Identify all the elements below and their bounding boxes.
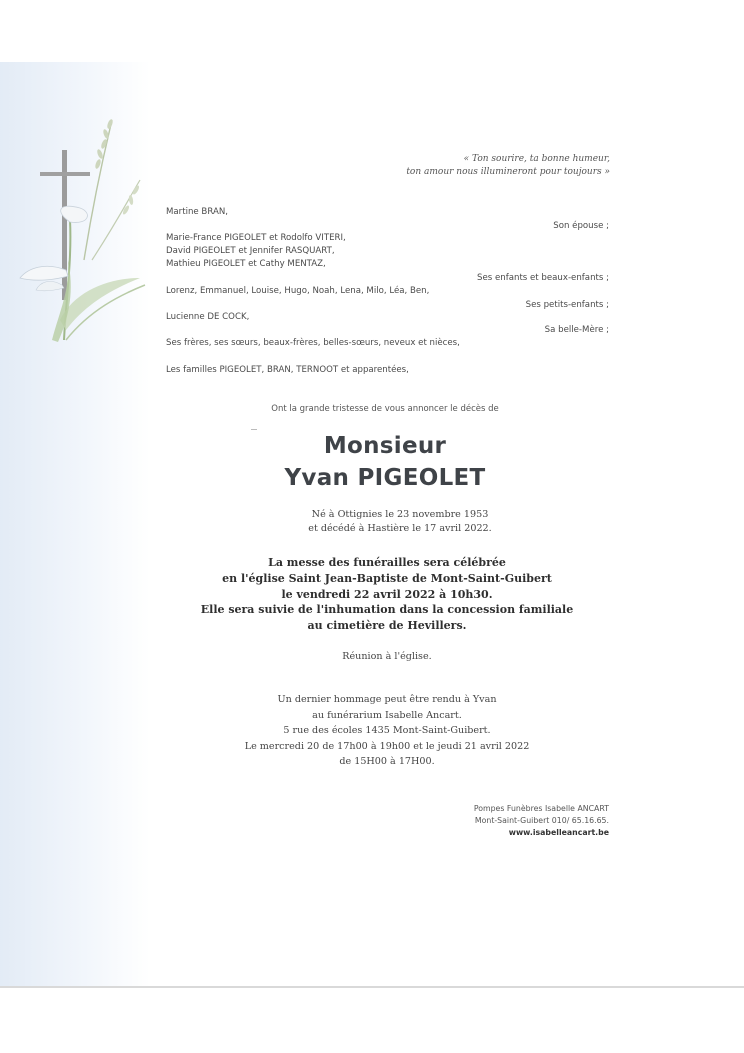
homage-line-5: de 15H00 à 17H00.: [339, 756, 435, 768]
family-name-line: Marie-France PIGEOLET et Rodolfo VITERI,: [166, 233, 346, 243]
homage-line-1: Un dernier hommage peut être rendu à Yvan: [277, 694, 497, 705]
cross-horizontal: [40, 172, 90, 176]
homage-info: [0, 692, 744, 770]
family-name-line: David PIGEOLET et Jennifer RASQUART,: [166, 246, 335, 256]
family-relation: Ses petits-enfants ;: [525, 300, 609, 310]
undertaker-website: www.isabelleancart.be: [508, 828, 609, 837]
family-name-line: Ses frères, ses sœurs, beaux-frères, belles-sœurs, neveux et nièces,: [166, 338, 460, 348]
mass-line-1: La messe des funérailles sera célébrée: [268, 556, 506, 569]
homage-line-2: au funérarium Isabelle Ancart.: [312, 709, 462, 721]
birth-line: Né à Ottignies le 23 novembre 1953: [311, 509, 489, 520]
undertaker-name: Pompes Funèbres Isabelle ANCART: [473, 804, 609, 813]
family-name-line: Mathieu PIGEOLET et Cathy MENTAZ,: [166, 259, 326, 269]
undertaker-info: [474, 803, 609, 839]
announcement: Ont la grande tristesse de vous annoncer le décès de: [271, 404, 499, 414]
death-line: et décédé à Hastière le 17 avril 2022.: [308, 523, 492, 534]
birth-death-info: [0, 508, 744, 536]
family-name-line: Lorenz, Emmanuel, Louise, Hugo, Noah, Lena, Milo, Léa, Ben,: [166, 286, 430, 296]
family-name-line: Lucienne DE COCK,: [166, 312, 250, 322]
reunion-note: Réunion à l'église.: [342, 651, 432, 662]
homage-line-3: 5 rue des écoles 1435 Mont-Saint-Guibert.: [283, 725, 491, 737]
deceased-name: Yvan PIGEOLET: [284, 465, 486, 491]
mass-line-3: le vendredi 22 avril 2022 à 10h30.: [281, 587, 493, 601]
quote-line-2: ton amour nous illumineront pour toujours »: [406, 167, 610, 177]
page-bottom-edge: [0, 986, 744, 988]
undertaker-contact: Mont-Saint-Guibert 010/ 65.16.65.: [474, 816, 609, 825]
memorial-quote: [406, 153, 610, 179]
funeral-mass-info: [0, 555, 744, 634]
mass-line-4: Elle sera suivie de l'inhumation dans la concession familiale: [200, 603, 574, 617]
homage-line-4: Le mercredi 20 de 17h00 à 19h00 et le jeudi 21 avril 2022: [244, 740, 530, 752]
mass-line-5: au cimetière de Hevillers.: [307, 619, 467, 633]
wheat-grain-icon: [94, 119, 114, 170]
quote-line-1: « Ton sourire, ta bonne humeur,: [463, 154, 610, 164]
family-name-line: Martine BRAN,: [166, 207, 228, 217]
lily-flower-icon: [20, 266, 68, 280]
family-relation: Ses enfants et beaux-enfants ;: [477, 273, 609, 283]
family-relation: Son épouse ;: [553, 221, 609, 231]
family-name-line: Les familles PIGEOLET, BRAN, TERNOOT et apparentées,: [166, 365, 409, 375]
divider: [251, 429, 257, 430]
family-relation: Sa belle-Mère ;: [544, 325, 609, 335]
deceased-title: Monsieur: [323, 433, 447, 459]
mass-line-2: en l'église Saint Jean-Baptiste de Mont-Saint-Guibert: [222, 571, 552, 585]
cross-and-lily-illustration: [0, 110, 150, 370]
wheat-stem-icon: [84, 120, 112, 260]
